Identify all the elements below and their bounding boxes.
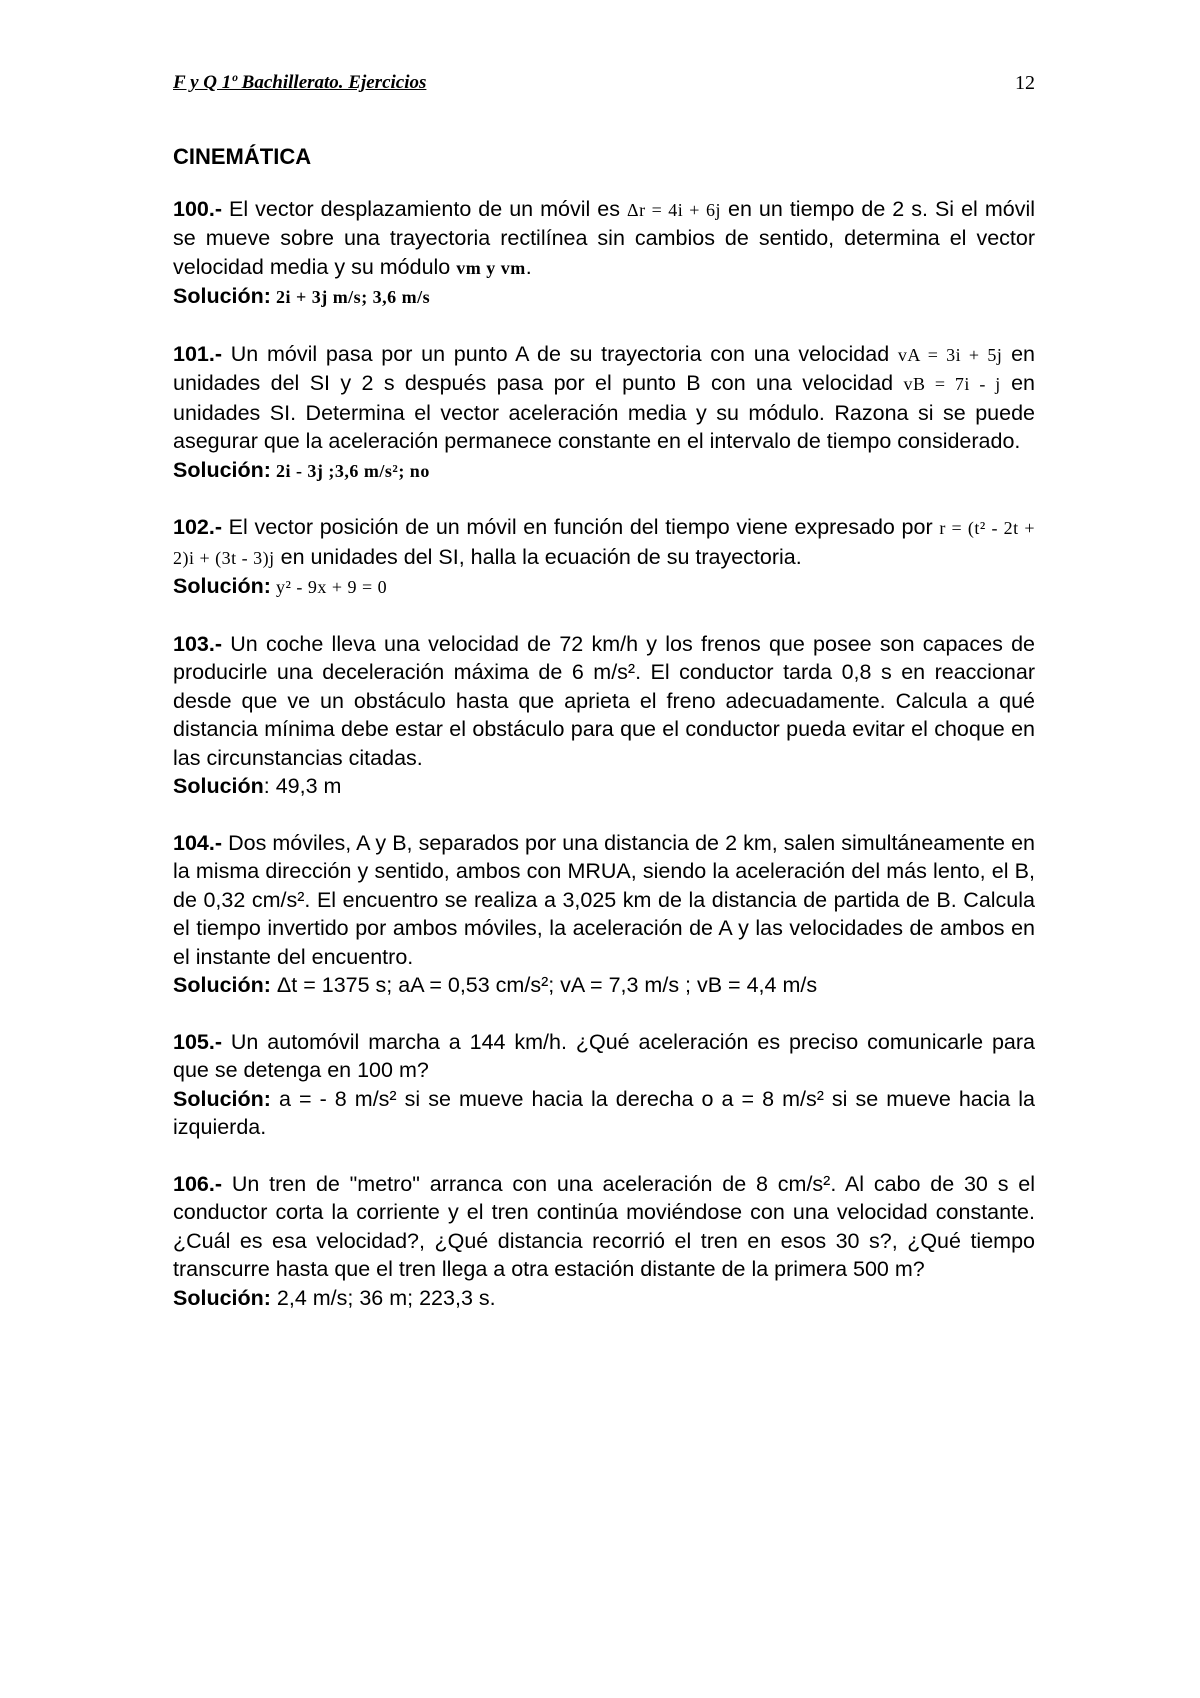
solution-label: Solución: bbox=[173, 973, 271, 997]
exercise-statement bbox=[173, 195, 1035, 283]
solution-text: 2i - 3j ;3,6 m/s²; no bbox=[270, 460, 430, 481]
section-title: CINEMÁTICA bbox=[173, 144, 312, 169]
exercise-106 bbox=[173, 1170, 1035, 1313]
exercise-statement bbox=[173, 340, 1035, 456]
formula: vA = 3i + 5j bbox=[897, 344, 1003, 365]
formula: vB = 7i - j bbox=[903, 374, 1001, 394]
exercise-number: 105.- bbox=[173, 1029, 223, 1054]
exercise-text: Un automóvil marcha a 144 km/h. ¿Qué aceleración es preciso comunicarle para que se detenga en 100 m? bbox=[173, 1029, 1035, 1082]
exercise-105 bbox=[173, 1028, 1035, 1142]
exercise-text: en unidades del SI, halla la ecuación de su trayectoria. bbox=[274, 544, 802, 569]
solution-line bbox=[173, 772, 1035, 801]
exercise-text: El vector desplazamiento de un móvil es bbox=[222, 196, 627, 221]
solution-line bbox=[173, 572, 1035, 602]
exercise-text: Un móvil pasa por un punto A de su trayectoria con una velocidad bbox=[222, 341, 898, 366]
exercise-text: en unidades SI. Determina el vector aceleración media y su módulo. Razona si se puede asegurar que la aceleración permanece constante en el intervalo de tiempo considerado. bbox=[173, 371, 1036, 453]
exercise-104 bbox=[173, 829, 1035, 1000]
solution-line bbox=[173, 1085, 1035, 1142]
exercise-number: 104.- bbox=[173, 830, 223, 855]
page-number: 12 bbox=[1015, 72, 1035, 94]
exercise-statement bbox=[173, 1028, 1035, 1085]
solution-label: Solución: bbox=[173, 1086, 271, 1111]
exercise-100 bbox=[173, 195, 1035, 312]
exercise-statement bbox=[173, 513, 1035, 572]
solution-text: a = - 8 m/s² si se mueve hacia la derecha o a = 8 m/s² si se mueve hacia la izquierda. bbox=[173, 1086, 1035, 1139]
formula: r = (t² - 2t + 2)i + (3t - 3)j bbox=[173, 518, 1035, 568]
header-title: F y Q 1º Bachillerato. Ejercicios bbox=[173, 72, 427, 93]
exercise-text: Un coche lleva una velocidad de 72 km/h y los frenos que posee son capaces de producirle una deceleración máxima de 6 m/s². El conductor tarda 0,8 s en reaccionar desde que ve un obstáculo hasta que aprieta el freno adecuadamente. Calcula a qué distancia mínima debe estar el obstáculo para que el conductor pueda evitar el choque en las circunstancias citadas. bbox=[173, 631, 1035, 770]
exercise-statement bbox=[173, 1170, 1035, 1284]
solution-text: 2i + 3j m/s; 3,6 m/s bbox=[270, 287, 431, 307]
exercise-statement bbox=[173, 630, 1035, 773]
exercise-102 bbox=[173, 513, 1035, 602]
solution-label: Solución: bbox=[173, 284, 271, 308]
solution-line bbox=[173, 282, 1035, 312]
solution-line bbox=[173, 1284, 1035, 1313]
solution-line bbox=[173, 456, 1035, 486]
solution-label: Solución: bbox=[173, 457, 271, 482]
exercise-text: El vector posición de un móvil en función del tiempo viene expresado por bbox=[222, 515, 940, 539]
exercise-number: 100.- bbox=[173, 196, 223, 221]
exercise-number: 106.- bbox=[173, 1171, 223, 1196]
exercise-statement bbox=[173, 829, 1035, 972]
solution-text: Δt = 1375 s; aA = 0,53 cm/s²; vA = 7,3 m/s ; vB = 4,4 m/s bbox=[270, 973, 818, 997]
formula: vm y vm bbox=[456, 257, 526, 278]
page-content bbox=[173, 143, 1035, 1340]
solution-label: Solución: bbox=[173, 574, 271, 598]
solution-label: Solución: bbox=[173, 1285, 271, 1310]
exercise-103 bbox=[173, 630, 1035, 801]
exercise-number: 102.- bbox=[173, 515, 223, 539]
formula: Δr = 4i + 6j bbox=[627, 199, 721, 220]
exercise-text: . bbox=[525, 254, 532, 279]
exercise-text: Dos móviles, A y B, separados por una distancia de 2 km, salen simultáneamente en la misma dirección y sentido, ambos con MRUA, siendo la aceleración del más lento, el B, de 0,32 cm/s². El encuentro se realiza a 3,025 km de la distancia de partida de B. Calcula el tiempo invertido por ambos móviles, la aceleración de A y las velocidades de ambos en el instante del encuentro. bbox=[173, 830, 1035, 969]
exercise-number: 103.- bbox=[173, 631, 223, 656]
exercise-text: en unidades del SI y 2 s después pasa por el punto B con una velocidad bbox=[173, 341, 1035, 395]
solution-text: : 49,3 m bbox=[263, 774, 342, 798]
exercise-text: en un tiempo de 2 s. Si el móvil se mueve sobre una trayectoria rectilínea sin cambios de sentido, determina el vector velocidad media y su módulo bbox=[173, 196, 1035, 279]
solution-line bbox=[173, 971, 1035, 1000]
solution-text: y² - 9x + 9 = 0 bbox=[270, 577, 388, 597]
solution-label: Solución bbox=[173, 774, 264, 798]
exercise-101 bbox=[173, 340, 1035, 486]
exercise-text: Un tren de "metro" arranca con una aceleración de 8 cm/s². Al cabo de 30 s el conductor corta la corriente y el tren continúa moviéndose con una velocidad constante. ¿Cuál es esa velocidad?, ¿Qué distancia recorrió el tren en esos 30 s?, ¿Qué tiempo transcurre hasta que el tren llega a otra estación distante de la primera 500 m? bbox=[173, 1171, 1035, 1281]
solution-text: 2,4 m/s; 36 m; 223,3 s. bbox=[270, 1285, 496, 1310]
exercise-number: 101.- bbox=[173, 341, 223, 366]
